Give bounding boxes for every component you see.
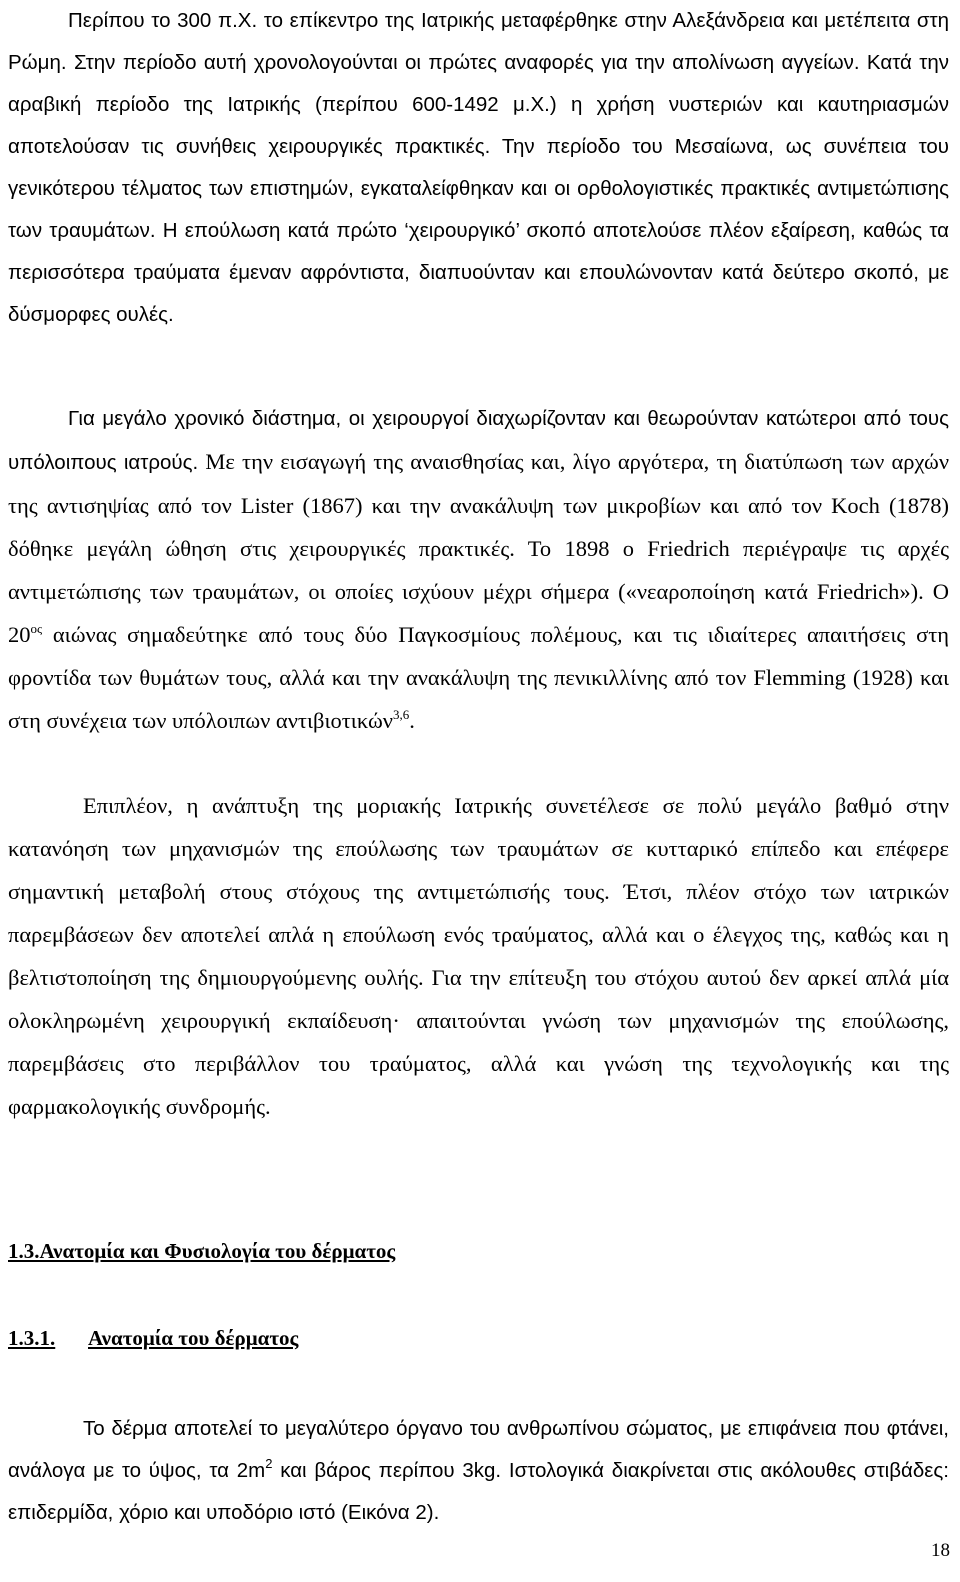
- text-run: Με την εισαγωγή της αναισθησίας και, λίγο αργότερα, τη διατύπωση των αρχών της αντισηψίας από τον Lister (1867) και την ανακάλυψη των μικροβίων και από τον Koch (1878) δόθηκε μεγάλη ώθηση στις χειρουργικές πρακτικές. Το 1898 ο Friedrich περιέγραψε τις αρχές αντιμετώπισης των τραυμάτων, οι οποίες ισχύουν μέχρι σήμερα («νεαροποίηση κατά Friedrich»). Ο 20: [8, 449, 949, 647]
- paragraph-text: Επιπλέον, η ανάπτυξη της μοριακής Ιατρικής συνετέλεσε σε πολύ μεγάλο βαθμό στην κατανόηση των μηχανισμών της επούλωσης των τραυμάτων σε κυτταρικό επίπεδο και επέφερε σημαντική μεταβολή στους στόχους της αντιμετώπισής τους. Έτσι, πλέον στόχο των ιατρικών παρεμβάσεων δεν αποτελεί απλά η επούλωση ενός τραύματος, αλλά και ο έλεγχος της, καθώς και η βελτιστοποίηση της δημιουργούμενης ουλής. Για την επίτευξη του στόχου αυτού δεν αρκεί απλά μία ολοκληρωμένη χειρουργική εκπαίδευση· απαιτούνται γνώση των μηχανισμών της επούλωσης, παρεμβάσεις στο περιβάλλον του τραύματος, αλλά και γνώση της τεχνολογικής και της φαρμακολογικής συνδρομής.: [8, 793, 949, 1119]
- text-run: και βάρος περίπου 3kg. Ιστολογικά διακρίνεται στις ακόλουθες στιβάδες: επιδερμίδα, χόριο και υποδόριο ιστό (Εικόνα 2).: [8, 1459, 949, 1524]
- paragraph-text-sans: Για μεγάλο χρονικό διάστημα, οι χειρουργοί διαχωρίζονταν και θεωρούνταν κατώτεροι από τους υπόλοιπους ιατρούς.: [8, 407, 949, 474]
- paragraph-molecular-medicine: [8, 784, 949, 1128]
- paragraph-skin-anatomy: [8, 1408, 949, 1534]
- section-heading: 1.3.Ανατομία και Φυσιολογία του δέρματος: [8, 1239, 396, 1263]
- text-run: αιώνας σημαδεύτηκε από τους δύο Παγκοσμίους πολέμους, και τις ιδιαίτερες απαιτήσεις στη φροντίδα των θυμάτων τους, αλλά και την ανακάλυψη της πενικιλλίνης από τον Flemming (1928) και στη συνέχεια των υπόλοιπων αντιβιοτικών: [8, 622, 949, 733]
- paragraph-text: Περίπου το 300 π.Χ. το επίκεντρο της Ιατρικής μεταφέρθηκε στην Αλεξάνδρεια και μετέπειτα στη Ρώμη. Στην περίοδο αυτή χρονολογούνται οι πρώτες αναφορές για την απολίνωση αγγείων. Κατά την αραβική περίοδο της Ιατρικής (περίπου 600-1492 μ.Χ.) η χρήση νυστεριών και καυτηριασμών αποτελούσαν τις συνήθεις χειρουργικές πρακτικές. Την περίοδο του Μεσαίωνα, ως συνέπεια του γενικότερου τέλματος των επιστημών, εγκαταλείφθηκαν και οι ορθολογιστικές πρακτικές αντιμετώπισης των τραυμάτων. Η επούλωση κατά πρώτο ‘χειρουργικό’ σκοπό αποτελούσε πλέον εξαίρεση, καθώς τα περισσότερα τραύματα έμεναν αφρόντιστα, διαπυούνταν και επουλώνονταν κατά δεύτερο σκοπό, με δύσμορφες ουλές.: [8, 9, 949, 326]
- paragraph-history-medieval: [8, 0, 949, 336]
- subsection-number: 1.3.1.: [8, 1326, 56, 1350]
- paragraph-text-serif: [8, 449, 949, 733]
- subsection-title: Ανατομία του δέρματος: [88, 1326, 299, 1350]
- paragraph-surgeons-antisepsis: [8, 398, 949, 742]
- citation-superscript: 3,6: [392, 707, 410, 722]
- text-run: .: [409, 708, 415, 733]
- text-run: Το δέρμα αποτελεί το μεγαλύτερο όργανο του ανθρωπίνου σώματος, με επιφάνεια που φτάνει, ανάλογα με το ύψος, τα 2m: [8, 1417, 949, 1482]
- superscript-ordinal: ος: [30, 621, 43, 636]
- subsection-heading: [8, 1326, 298, 1351]
- page-number: 18: [931, 1540, 950, 1561]
- superscript-unit: 2: [265, 1456, 273, 1471]
